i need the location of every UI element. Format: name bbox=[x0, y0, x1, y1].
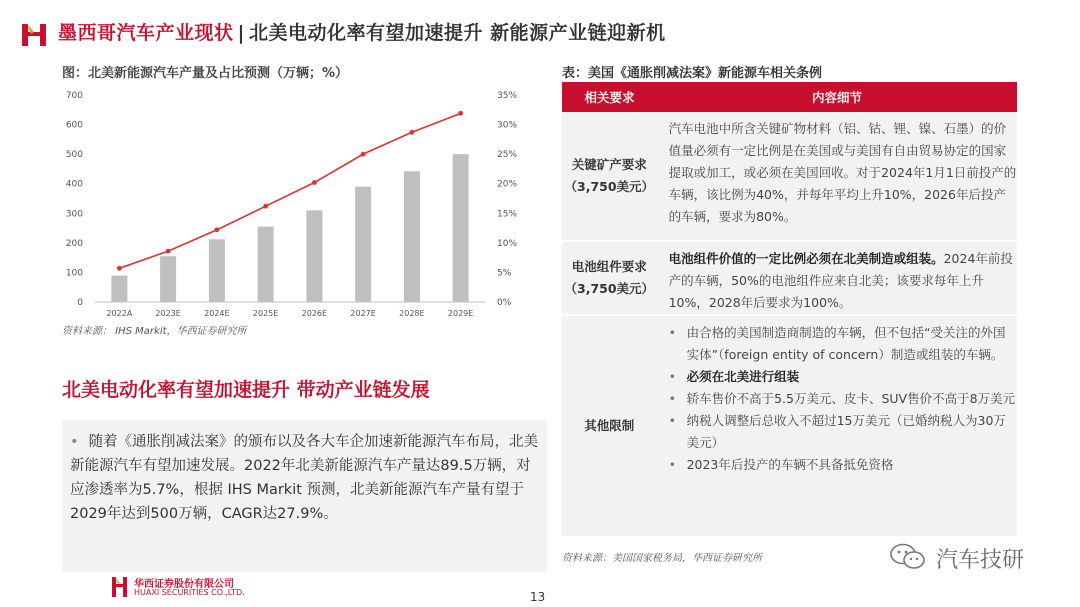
bar bbox=[111, 276, 127, 302]
bar bbox=[258, 227, 274, 302]
line-point bbox=[361, 152, 366, 157]
body-bullet: • bbox=[70, 434, 79, 450]
y-right-tick-label: 0% bbox=[497, 298, 512, 308]
huaxi-logo-icon bbox=[22, 22, 48, 46]
row3-key: 其他限制 bbox=[584, 418, 635, 433]
row1-value: 汽车电池中所含关键矿物材料（铝、钴、锂、镍、石墨）的价值量必须有一定比例是在美国或与美国有自由贸易协定的国家提取或加工，或必须在美国回收。对于2024年1月1日前投产的车辆，该比例为40%，并每年平均上升10%，2026年后投产的车辆，要求为80%。 bbox=[668, 121, 1017, 224]
line-point bbox=[409, 130, 414, 135]
line-point bbox=[166, 249, 171, 254]
x-tick-label: 2023E bbox=[155, 309, 181, 318]
wechat-icon bbox=[890, 543, 926, 571]
header-requirement: 相关要求 bbox=[584, 90, 635, 105]
line-point bbox=[312, 180, 317, 185]
bar bbox=[160, 256, 176, 302]
huaxi-footer-logo-icon bbox=[112, 575, 128, 597]
bar bbox=[404, 171, 420, 302]
x-tick-label: 2022A bbox=[106, 309, 133, 318]
x-tick-label: 2028E bbox=[399, 309, 425, 318]
bar bbox=[453, 154, 469, 302]
x-tick-label: 2027E bbox=[350, 309, 376, 318]
list-item: • 2023年后投产的车辆不具备抵免资格 bbox=[668, 457, 894, 472]
x-tick-label: 2024E bbox=[204, 309, 230, 318]
y-left-tick-label: 700 bbox=[65, 91, 83, 101]
row3-value bbox=[657, 316, 1017, 536]
list-item: • 轿车售价不高于5.5万美元、皮卡、SUV售价不高于8万美元 bbox=[668, 391, 1016, 406]
y-right-tick-label: 15% bbox=[497, 209, 518, 220]
body-text: 随着《通胀削减法案》的颁布以及各大车企加速新能源汽车布局，北美新能源汽车有望加速发展。2022年北美新能源汽车产量达89.5万辆，对应渗透率为5.7%，根据 IHS Markit 预测，北美新能源汽车产量有望于2029年达到500万辆，CAGR达27.9%。 bbox=[70, 434, 539, 522]
x-tick-label: 2025E bbox=[252, 309, 279, 318]
chart-source: 资料来源： IHS Markit，华西证券研究所 bbox=[62, 326, 247, 337]
row2-key: 电池组件要求（3,750美元） bbox=[564, 259, 655, 296]
x-tick-label: 2029E bbox=[447, 309, 474, 318]
table-row bbox=[562, 242, 1017, 316]
title-part2: 北美电动化率有望加速提升 新能源产业链迎新机 bbox=[248, 22, 666, 44]
company-name-cn: 华西证券股份有限公司 bbox=[134, 579, 234, 590]
list-item: • 必须在北美进行组装 bbox=[668, 369, 800, 384]
watermark-text: 汽车技研 bbox=[936, 548, 1025, 573]
section-heading: 北美电动化率有望加速提升 带动产业链发展 bbox=[62, 379, 430, 401]
y-left-tick-label: 200 bbox=[65, 238, 83, 249]
row2-value bbox=[657, 242, 1017, 314]
line-point bbox=[263, 204, 268, 209]
y-left-tick-label: 0 bbox=[77, 298, 83, 308]
line-point bbox=[214, 227, 219, 232]
y-right-tick-label: 35% bbox=[497, 91, 518, 101]
line-point bbox=[117, 266, 122, 271]
title-separator: | bbox=[237, 22, 245, 44]
bar bbox=[209, 239, 225, 302]
page-title bbox=[58, 18, 666, 45]
bar bbox=[306, 210, 322, 302]
title-part1: 墨西哥汽车产业现状 bbox=[58, 22, 234, 44]
list-item: • 纳税人调整后总收入不超过15万美元（已婚纳税人为30万美元） bbox=[668, 413, 1006, 450]
table-header bbox=[562, 82, 1017, 112]
row2-value-bold: 电池组件价值的一定比例必须在北美制造或组装。 bbox=[668, 251, 944, 266]
table-source: 资料来源：美国国家税务局，华西证券研究所 bbox=[562, 553, 762, 564]
table-caption: 表：美国《通胀削减法案》新能源车相关条例 bbox=[562, 66, 823, 81]
body-paragraph bbox=[70, 430, 540, 526]
y-right-tick-label: 20% bbox=[497, 179, 518, 190]
y-right-tick-label: 10% bbox=[497, 238, 518, 249]
chart-caption: 图：北美新能源汽车产量及占比预测（万辆；%） bbox=[62, 66, 349, 81]
y-right-tick-label: 30% bbox=[497, 120, 518, 131]
header-details: 内容细节 bbox=[811, 90, 862, 105]
bar bbox=[355, 187, 371, 302]
page-number: 13 bbox=[530, 590, 546, 604]
regulation-table bbox=[562, 82, 1017, 538]
production-chart bbox=[50, 80, 520, 325]
y-left-tick-label: 600 bbox=[65, 120, 83, 131]
y-left-tick-label: 100 bbox=[65, 268, 83, 279]
row1-key: 关键矿产要求（3,750美元） bbox=[564, 157, 655, 194]
list-item: • 由合格的美国制造商制造的车辆，但不包括“受关注的外国实体”（foreign entity of concern）制造或组装的车辆。 bbox=[668, 325, 1006, 362]
x-tick-label: 2026E bbox=[301, 309, 328, 318]
row2-value-rest: 2024年前投产的车辆，50%的电池组件应来自北美；该要求每年上升10%，2028年后要求为100%。 bbox=[668, 251, 1013, 310]
line-point bbox=[458, 111, 463, 116]
y-left-tick-label: 400 bbox=[65, 179, 83, 190]
y-right-tick-label: 5% bbox=[497, 268, 512, 279]
y-right-tick-label: 25% bbox=[497, 150, 518, 161]
table-row bbox=[562, 112, 1017, 242]
y-left-tick-label: 300 bbox=[65, 209, 83, 220]
table-row bbox=[562, 316, 1017, 538]
y-left-tick-label: 500 bbox=[65, 150, 83, 161]
company-name-en: HUAXI SECURITIES CO.,LTD. bbox=[134, 588, 245, 597]
